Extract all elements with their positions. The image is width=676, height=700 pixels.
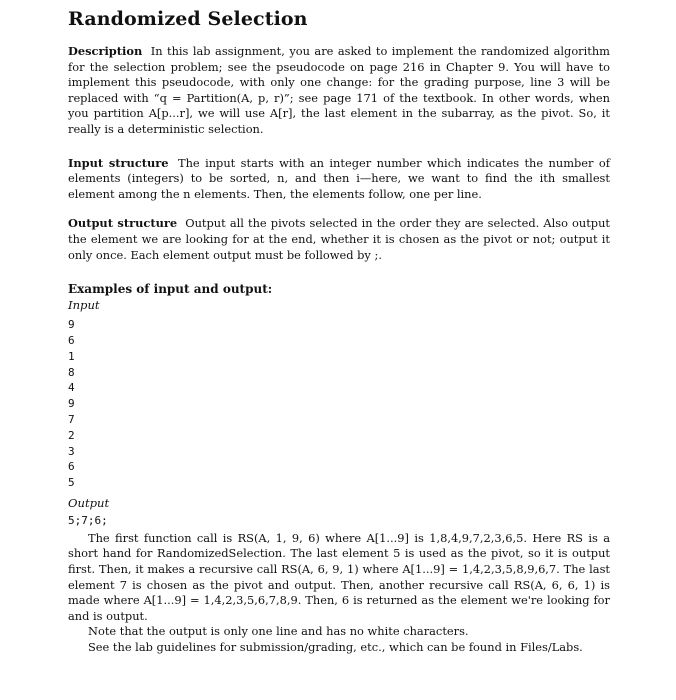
input-structure-heading: Input structure — [68, 155, 169, 170]
input-value: 2 — [68, 428, 75, 442]
description-heading: Description — [68, 44, 143, 58]
output-structure-heading: Output structure — [68, 216, 178, 231]
page-title: Randomized Selection — [68, 8, 308, 30]
output-structure-paragraph — [68, 216, 610, 263]
input-value: 3 — [68, 444, 75, 458]
input-value: 1 — [68, 349, 75, 363]
document-page — [68, 8, 610, 656]
input-value: 4 — [68, 381, 75, 395]
note-paragraph: Note that the output is only one line and has no white characters. — [88, 624, 469, 639]
input-structure-paragraph — [68, 156, 610, 203]
input-values-list — [68, 317, 610, 491]
output-value: 5;7;6; — [68, 513, 108, 527]
explanation-paragraph: The first function call is RS(A, 1, 9, 6) where A[1...9] is 1,8,4,9,7,2,3,6,5. Here RS is a short hand for RandomizedSelection. The last element 5 is used as the pivot, so it is output first. Then, it makes a recursive call RS(A, 6, 9, 1) where A[1...9] = 1,4,2,3,5,8,9,6,7. The last element 7 is chosen as the pivot and output. Then, another recursive call RS(A, 6, 6, 1) is made where A[1...9] = 1,4,2,3,5,6,7,8,9. Then, 6 is returned as the element we're looking for and is output. — [68, 530, 610, 623]
input-label: Input — [68, 298, 100, 313]
examples-heading: Examples of input and output: — [68, 282, 273, 297]
input-value: 9 — [68, 318, 75, 332]
description-paragraph — [68, 44, 610, 138]
input-value: 9 — [68, 397, 75, 411]
input-value: 6 — [68, 333, 75, 347]
guidelines-paragraph: See the lab guidelines for submission/grading, etc., which can be found in Files/Labs. — [88, 640, 583, 655]
input-value: 8 — [68, 365, 75, 379]
input-value: 6 — [68, 460, 75, 474]
output-label: Output — [68, 495, 110, 510]
output-structure-text: Output all the pivots selected in the order they are selected. Also output the element we are looking for at the end, whether it is chosen as the pivot or not; output it only once. Each element output must be followed by ;. — [68, 216, 611, 262]
input-structure-text: The input starts with an integer number which indicates the number of elements (integers) to be sorted, n, and then i—here, we want to find the ith smallest element among the n elements. Then, the elements follow, one per line. — [68, 155, 610, 201]
input-value: 7 — [68, 412, 75, 426]
description-text: In this lab assignment, you are asked to implement the randomized algorithm for the selection problem; see the pseudocode on page 216 in Chapter 9. You will have to implement this pseudocode, with only one change: for the grading purpose, line 3 will be replaced with “q = Partition(A, p, r)”; see page 171 of the textbook. In other words, when you partition A[p...r], we will use A[r], the last element in the subarray, as the pivot. So, it really is a deterministic selection. — [68, 44, 610, 136]
input-value: 5 — [68, 476, 75, 490]
